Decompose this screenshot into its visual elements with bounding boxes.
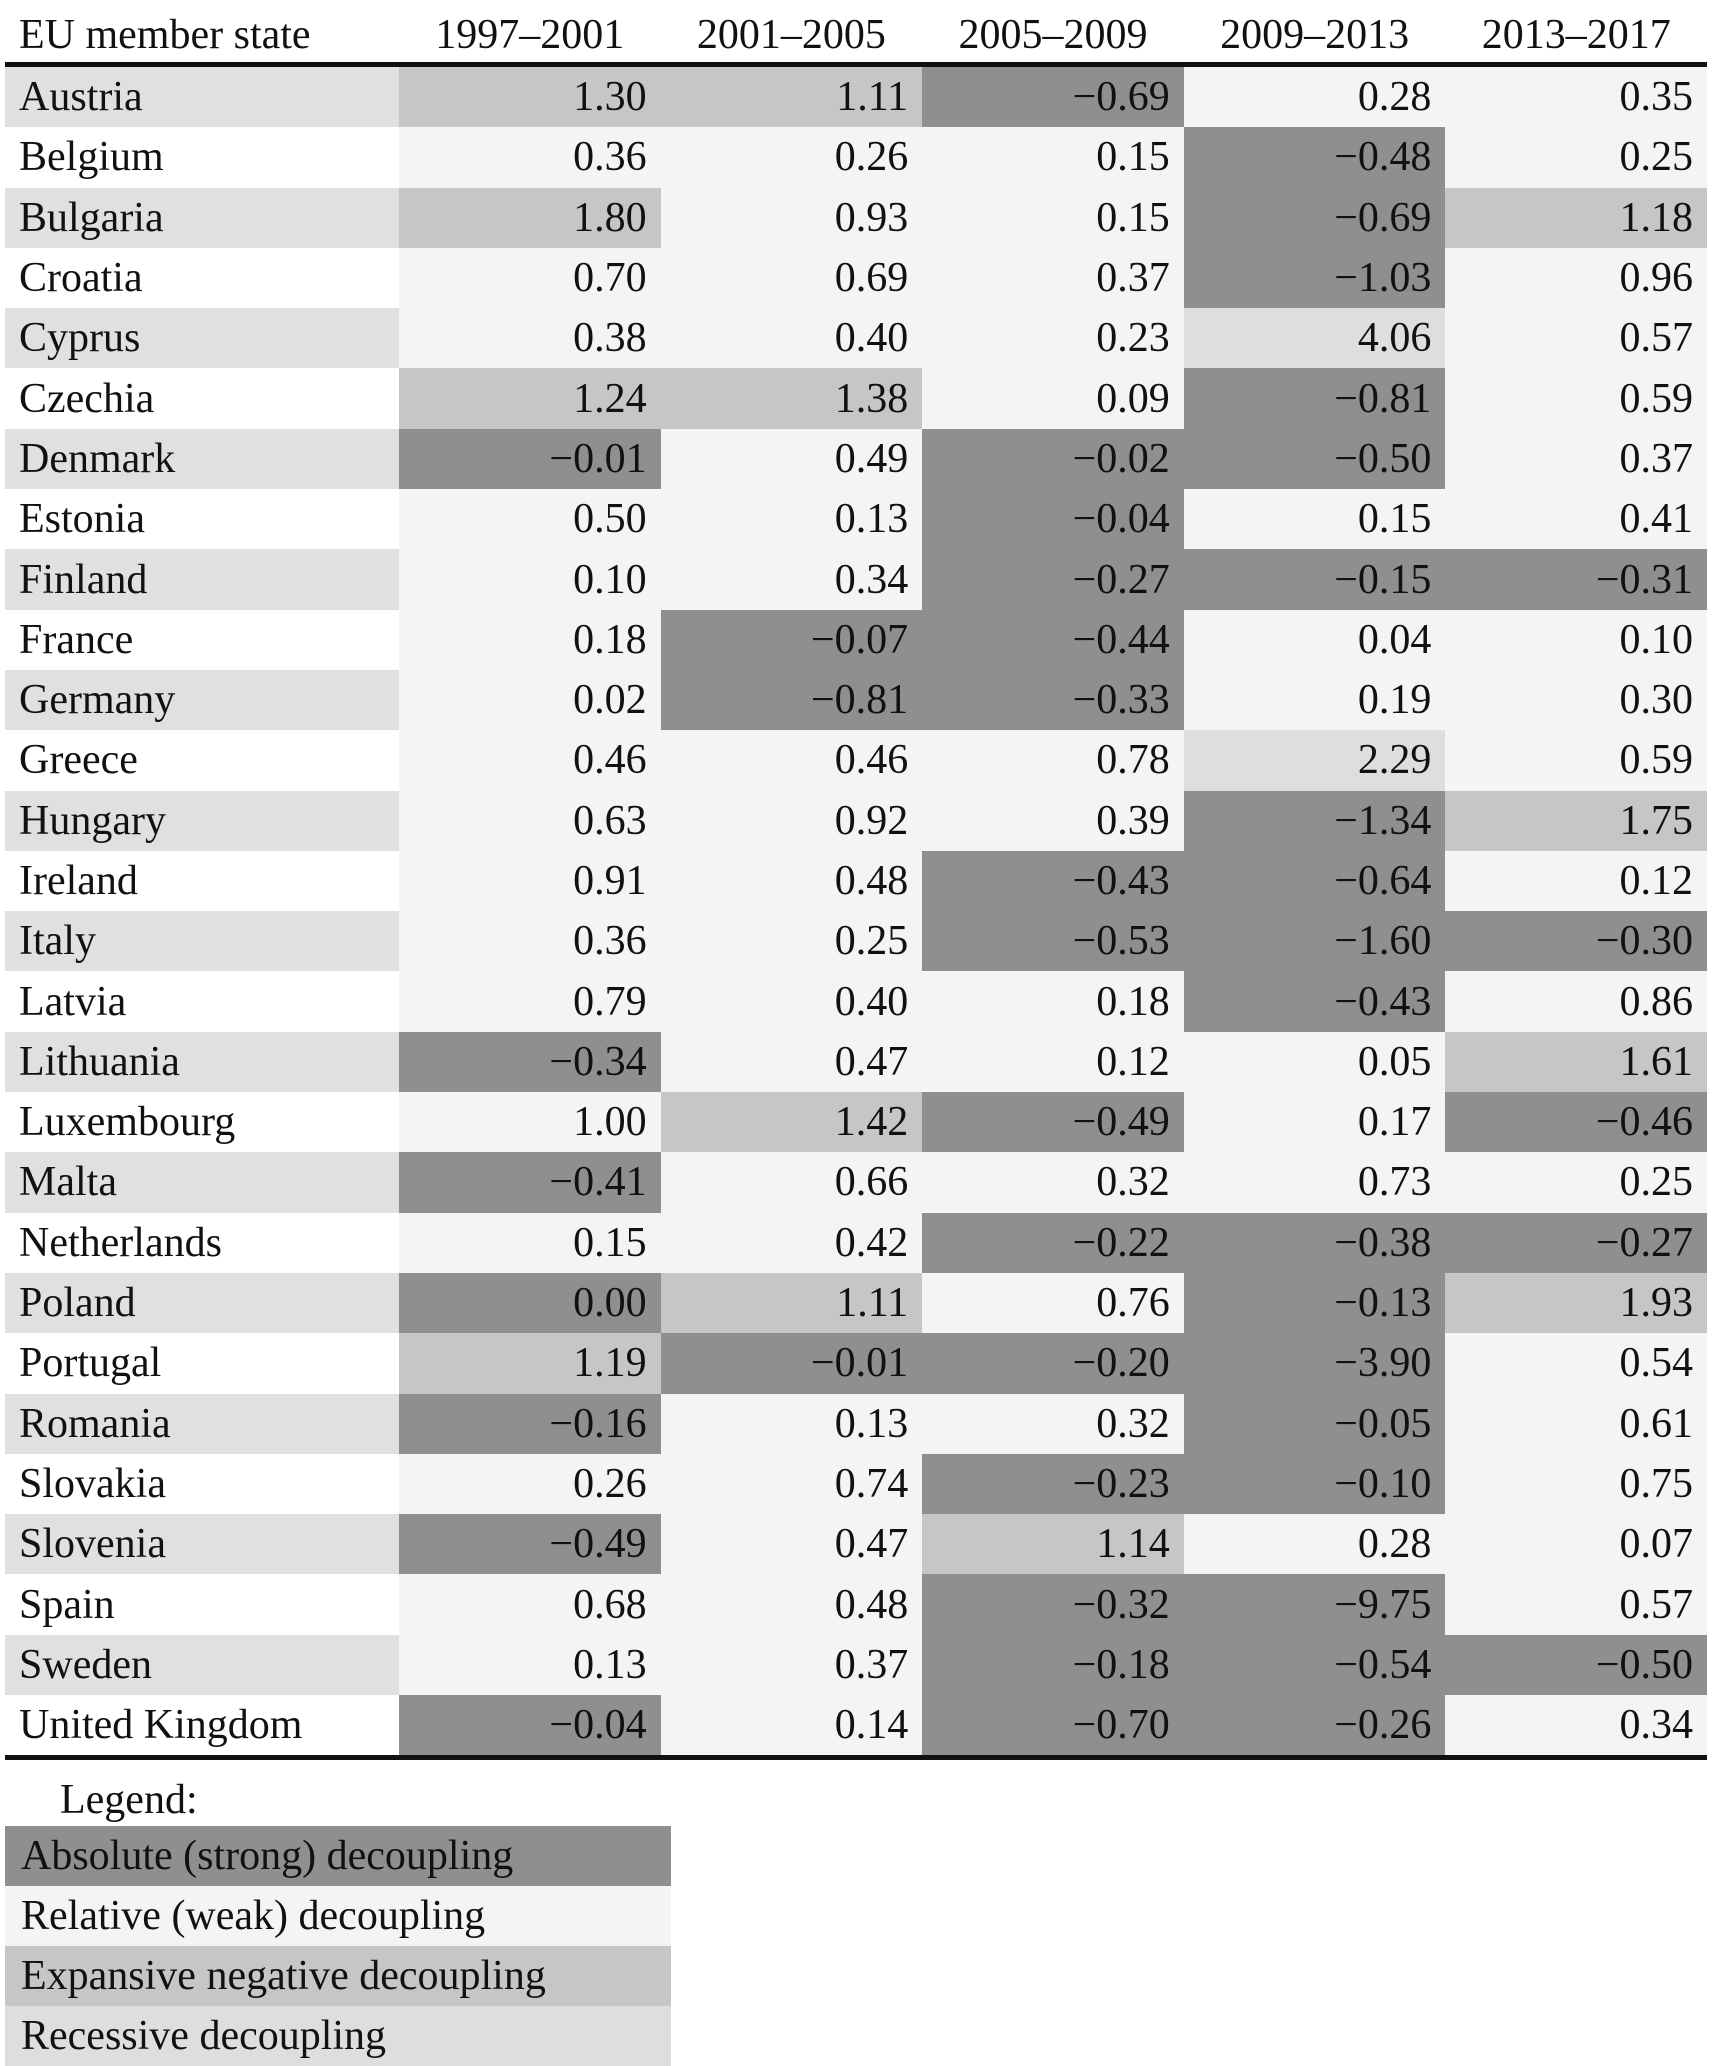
table-row: [5, 65, 1707, 128]
value-cell: −0.54: [1184, 1635, 1446, 1695]
value-cell: 1.24: [399, 368, 661, 428]
value-cell: 1.11: [661, 1273, 923, 1333]
country-cell: Czechia: [5, 368, 399, 428]
value-cell: 0.28: [1184, 1514, 1446, 1574]
value-cell: 4.06: [1184, 308, 1446, 368]
value-cell: 1.18: [1445, 188, 1707, 248]
value-cell: 0.48: [661, 851, 923, 911]
value-cell: 0.92: [661, 791, 923, 851]
value-cell: 0.10: [399, 549, 661, 609]
table-row: [5, 368, 1707, 428]
value-cell: 1.93: [1445, 1273, 1707, 1333]
table-row: [5, 489, 1707, 549]
country-cell: Latvia: [5, 971, 399, 1031]
table-row: [5, 1574, 1707, 1634]
table-row: [5, 127, 1707, 187]
value-cell: 0.46: [399, 730, 661, 790]
country-cell: Hungary: [5, 791, 399, 851]
value-cell: 0.05: [1184, 1032, 1446, 1092]
table-row: [5, 1213, 1707, 1273]
value-cell: 0.78: [922, 730, 1184, 790]
value-cell: 0.59: [1445, 368, 1707, 428]
value-cell: 0.15: [922, 188, 1184, 248]
value-cell: 0.32: [922, 1394, 1184, 1454]
value-cell: 0.66: [661, 1152, 923, 1212]
value-cell: 0.59: [1445, 730, 1707, 790]
value-cell: −0.34: [399, 1032, 661, 1092]
country-cell: Germany: [5, 670, 399, 730]
table-row: [5, 610, 1707, 670]
country-cell: Slovakia: [5, 1454, 399, 1514]
value-cell: 0.63: [399, 791, 661, 851]
value-cell: 0.09: [922, 368, 1184, 428]
table-row: [5, 971, 1707, 1031]
value-cell: −0.27: [1445, 1213, 1707, 1273]
table-row: [5, 1333, 1707, 1393]
value-cell: −0.49: [399, 1514, 661, 1574]
value-cell: −0.20: [922, 1333, 1184, 1393]
value-cell: 0.17: [1184, 1092, 1446, 1152]
table-header: [5, 8, 1707, 65]
value-cell: −0.81: [1184, 368, 1446, 428]
value-cell: 0.57: [1445, 1574, 1707, 1634]
value-cell: −0.23: [922, 1454, 1184, 1514]
value-cell: 0.00: [399, 1273, 661, 1333]
value-cell: 0.32: [922, 1152, 1184, 1212]
table-row: [5, 1092, 1707, 1152]
value-cell: −0.81: [661, 670, 923, 730]
table-row: [5, 248, 1707, 308]
country-cell: France: [5, 610, 399, 670]
table-row: [5, 1695, 1707, 1758]
value-cell: −0.02: [922, 429, 1184, 489]
value-cell: 0.34: [1445, 1695, 1707, 1758]
value-cell: −0.70: [922, 1695, 1184, 1758]
value-cell: 2.29: [1184, 730, 1446, 790]
value-cell: −0.49: [922, 1092, 1184, 1152]
table-body: [5, 65, 1707, 1758]
country-cell: Italy: [5, 911, 399, 971]
value-cell: 0.47: [661, 1032, 923, 1092]
value-cell: 0.04: [1184, 610, 1446, 670]
value-cell: 0.75: [1445, 1454, 1707, 1514]
table-row: [5, 791, 1707, 851]
value-cell: 0.12: [922, 1032, 1184, 1092]
value-cell: 0.30: [1445, 670, 1707, 730]
value-cell: −0.22: [922, 1213, 1184, 1273]
value-cell: −0.16: [399, 1394, 661, 1454]
value-cell: −0.46: [1445, 1092, 1707, 1152]
value-cell: 0.15: [922, 127, 1184, 187]
header-period-3: 2005–2009: [958, 12, 1148, 58]
value-cell: 1.00: [399, 1092, 661, 1152]
value-cell: 0.07: [1445, 1514, 1707, 1574]
table-row: [5, 1032, 1707, 1092]
value-cell: 0.12: [1445, 851, 1707, 911]
value-cell: 0.47: [661, 1514, 923, 1574]
value-cell: −0.13: [1184, 1273, 1446, 1333]
value-cell: −1.03: [1184, 248, 1446, 308]
value-cell: 0.15: [1184, 489, 1446, 549]
legend: [5, 1826, 671, 2066]
value-cell: 0.25: [1445, 1152, 1707, 1212]
value-cell: 1.75: [1445, 791, 1707, 851]
value-cell: −0.33: [922, 670, 1184, 730]
value-cell: 0.61: [1445, 1394, 1707, 1454]
table-row: [5, 308, 1707, 368]
country-cell: Poland: [5, 1273, 399, 1333]
value-cell: 1.61: [1445, 1032, 1707, 1092]
value-cell: 0.38: [399, 308, 661, 368]
value-cell: 0.41: [1445, 489, 1707, 549]
value-cell: −3.90: [1184, 1333, 1446, 1393]
country-cell: Estonia: [5, 489, 399, 549]
value-cell: 0.14: [661, 1695, 923, 1758]
value-cell: −0.18: [922, 1635, 1184, 1695]
value-cell: 0.19: [1184, 670, 1446, 730]
value-cell: 0.26: [661, 127, 923, 187]
value-cell: −0.38: [1184, 1213, 1446, 1273]
value-cell: 1.38: [661, 368, 923, 428]
value-cell: −0.04: [922, 489, 1184, 549]
legend-item: Relative (weak) decoupling: [5, 1886, 671, 1946]
value-cell: −1.60: [1184, 911, 1446, 971]
country-cell: Netherlands: [5, 1213, 399, 1273]
value-cell: 0.10: [1445, 610, 1707, 670]
value-cell: −0.50: [1184, 429, 1446, 489]
value-cell: 0.02: [399, 670, 661, 730]
value-cell: 0.74: [661, 1454, 923, 1514]
table-row: [5, 1514, 1707, 1574]
value-cell: 0.25: [661, 911, 923, 971]
value-cell: −0.53: [922, 911, 1184, 971]
value-cell: −0.26: [1184, 1695, 1446, 1758]
country-cell: Bulgaria: [5, 188, 399, 248]
value-cell: 0.35: [1445, 65, 1707, 128]
value-cell: 0.37: [661, 1635, 923, 1695]
value-cell: 0.26: [399, 1454, 661, 1514]
decoupling-table: [5, 8, 1707, 1760]
value-cell: 1.42: [661, 1092, 923, 1152]
value-cell: 0.50: [399, 489, 661, 549]
header-period-4: 2009–2013: [1220, 12, 1410, 58]
value-cell: −0.69: [1184, 188, 1446, 248]
value-cell: 0.13: [661, 1394, 923, 1454]
value-cell: −0.50: [1445, 1635, 1707, 1695]
country-cell: Portugal: [5, 1333, 399, 1393]
value-cell: 0.18: [922, 971, 1184, 1031]
legend-title: Legend:: [60, 1777, 198, 1823]
country-cell: Greece: [5, 730, 399, 790]
value-cell: 0.76: [922, 1273, 1184, 1333]
value-cell: −0.10: [1184, 1454, 1446, 1514]
country-cell: Luxembourg: [5, 1092, 399, 1152]
value-cell: −0.32: [922, 1574, 1184, 1634]
value-cell: 0.28: [1184, 65, 1446, 128]
table-row: [5, 1454, 1707, 1514]
country-cell: Slovenia: [5, 1514, 399, 1574]
value-cell: −1.34: [1184, 791, 1446, 851]
value-cell: 0.79: [399, 971, 661, 1031]
country-cell: Ireland: [5, 851, 399, 911]
country-cell: Denmark: [5, 429, 399, 489]
table-row: [5, 730, 1707, 790]
value-cell: 1.30: [399, 65, 661, 128]
value-cell: 0.13: [399, 1635, 661, 1695]
value-cell: −0.07: [661, 610, 923, 670]
country-cell: United Kingdom: [5, 1695, 399, 1758]
value-cell: 0.70: [399, 248, 661, 308]
table-row: [5, 1635, 1707, 1695]
value-cell: 0.23: [922, 308, 1184, 368]
value-cell: −0.01: [399, 429, 661, 489]
value-cell: −0.15: [1184, 549, 1446, 609]
value-cell: −0.01: [661, 1333, 923, 1393]
value-cell: 1.11: [661, 65, 923, 128]
value-cell: 0.25: [1445, 127, 1707, 187]
value-cell: 0.96: [1445, 248, 1707, 308]
value-cell: 0.36: [399, 911, 661, 971]
country-cell: Finland: [5, 549, 399, 609]
value-cell: 0.93: [661, 188, 923, 248]
header-period-2: 2001–2005: [696, 12, 886, 58]
table-row: [5, 1273, 1707, 1333]
value-cell: 0.49: [661, 429, 923, 489]
value-cell: −9.75: [1184, 1574, 1446, 1634]
value-cell: −0.43: [922, 851, 1184, 911]
legend-item: Absolute (strong) decoupling: [5, 1826, 671, 1886]
table-row: [5, 911, 1707, 971]
country-cell: Austria: [5, 65, 399, 128]
table-row: [5, 1152, 1707, 1212]
value-cell: −0.05: [1184, 1394, 1446, 1454]
header-period-5: 2013–2017: [1481, 12, 1671, 58]
value-cell: 0.40: [661, 971, 923, 1031]
value-cell: 0.57: [1445, 308, 1707, 368]
value-cell: −0.44: [922, 610, 1184, 670]
value-cell: 0.36: [399, 127, 661, 187]
value-cell: 0.46: [661, 730, 923, 790]
value-cell: 0.37: [922, 248, 1184, 308]
value-cell: −0.64: [1184, 851, 1446, 911]
value-cell: 0.73: [1184, 1152, 1446, 1212]
value-cell: 0.86: [1445, 971, 1707, 1031]
header-period-1: 1997–2001: [435, 12, 625, 58]
value-cell: 0.15: [399, 1213, 661, 1273]
country-cell: Malta: [5, 1152, 399, 1212]
value-cell: 0.68: [399, 1574, 661, 1634]
value-cell: −0.48: [1184, 127, 1446, 187]
value-cell: 0.69: [661, 248, 923, 308]
value-cell: 1.80: [399, 188, 661, 248]
value-cell: 0.34: [661, 549, 923, 609]
header-row: [5, 8, 1707, 65]
value-cell: 0.18: [399, 610, 661, 670]
value-cell: 0.42: [661, 1213, 923, 1273]
country-cell: Lithuania: [5, 1032, 399, 1092]
value-cell: 0.37: [1445, 429, 1707, 489]
header-country: EU member state: [19, 12, 311, 58]
country-cell: Romania: [5, 1394, 399, 1454]
table-row: [5, 1394, 1707, 1454]
value-cell: −0.69: [922, 65, 1184, 128]
value-cell: 0.40: [661, 308, 923, 368]
country-cell: Cyprus: [5, 308, 399, 368]
table-row: [5, 851, 1707, 911]
value-cell: 0.13: [661, 489, 923, 549]
table-row: [5, 188, 1707, 248]
value-cell: 0.48: [661, 1574, 923, 1634]
value-cell: −0.30: [1445, 911, 1707, 971]
value-cell: 0.39: [922, 791, 1184, 851]
legend-item: Expansive negative decoupling: [5, 1946, 671, 2006]
value-cell: 1.14: [922, 1514, 1184, 1574]
table-row: [5, 670, 1707, 730]
value-cell: −0.27: [922, 549, 1184, 609]
table-row: [5, 429, 1707, 489]
value-cell: −0.41: [399, 1152, 661, 1212]
value-cell: −0.31: [1445, 549, 1707, 609]
country-cell: Spain: [5, 1574, 399, 1634]
value-cell: 0.91: [399, 851, 661, 911]
country-cell: Croatia: [5, 248, 399, 308]
value-cell: −0.43: [1184, 971, 1446, 1031]
country-cell: Sweden: [5, 1635, 399, 1695]
legend-item: Recessive decoupling: [5, 2006, 671, 2066]
country-cell: Belgium: [5, 127, 399, 187]
value-cell: 1.19: [399, 1333, 661, 1393]
table-row: [5, 549, 1707, 609]
value-cell: −0.04: [399, 1695, 661, 1758]
value-cell: 0.54: [1445, 1333, 1707, 1393]
